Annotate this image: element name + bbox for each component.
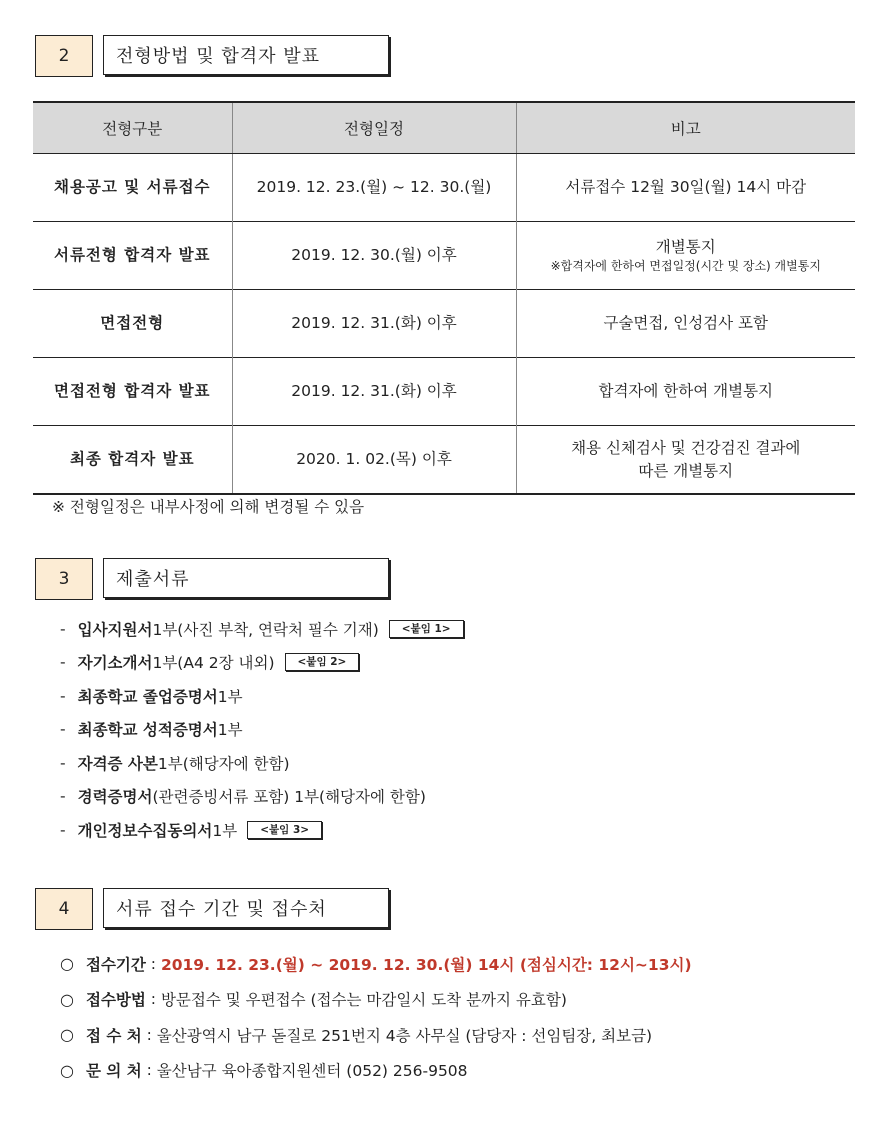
section-number: 4 <box>35 888 93 930</box>
list-item <box>60 1017 692 1053</box>
list-item <box>60 780 464 814</box>
info-value: 방문접수 및 우편접수 (접수는 마감일시 도착 분까지 유효함) <box>160 991 567 1010</box>
category-cell: 최종 합격자 발표 <box>33 426 232 495</box>
note-text: 채용 신체검사 및 건강검진 결과에 <box>571 439 801 458</box>
category-cell: 면접전형 합격자 발표 <box>33 358 232 426</box>
info-label: 접 수 처 <box>85 1026 142 1045</box>
list-item <box>60 612 464 646</box>
category-cell: 면접전형 <box>33 290 232 358</box>
category-cell: 채용공고 및 서류접수 <box>33 154 232 222</box>
list-item <box>60 946 692 982</box>
document-name: 자격증 사본 <box>77 754 158 773</box>
column-header: 비고 <box>516 102 855 154</box>
schedule-footnote: ※ 전형일정은 내부사정에 의해 변경될 수 있음 <box>52 498 365 516</box>
date-cell: 2019. 12. 23.(월) ~ 12. 30.(월) <box>232 154 516 222</box>
circle-bullet-icon: ○ <box>60 989 74 1009</box>
note-cell <box>516 222 855 290</box>
list-item <box>60 1053 692 1089</box>
date-cell: 2019. 12. 31.(화) 이후 <box>232 290 516 358</box>
date-cell: 2019. 12. 30.(월) 이후 <box>232 222 516 290</box>
document-detail: 1부(해당자에 한함) <box>157 754 290 773</box>
document-name: 경력증명서 <box>77 788 153 807</box>
list-item <box>60 679 464 713</box>
info-colon: : <box>141 1061 157 1080</box>
section-title: 서류 접수 기간 및 접수처 <box>103 888 389 928</box>
document-name: 최종학교 성적증명서 <box>77 721 218 740</box>
document-detail: 1부 <box>217 687 243 706</box>
document-name: 최종학교 졸업증명서 <box>77 687 218 706</box>
section-2-header <box>35 35 389 77</box>
circle-bullet-icon: ○ <box>60 954 74 974</box>
schedule-table <box>33 101 855 495</box>
attachment-tag: <붙임 1> <box>389 620 464 638</box>
info-value: 울산남구 육아종합지원센터 (052) 256-9508 <box>156 1062 468 1081</box>
column-header: 전형일정 <box>232 102 516 154</box>
category-cell: 서류전형 합격자 발표 <box>33 222 232 290</box>
document-name: 입사지원서 <box>77 620 153 639</box>
section-number: 2 <box>35 35 93 77</box>
document-detail: 1부(사진 부착, 연락처 필수 기재) <box>152 620 379 639</box>
info-colon: : <box>141 1025 157 1044</box>
note-text: 구술면접, 인성검사 포함 <box>603 314 768 333</box>
column-header: 전형구분 <box>33 102 232 154</box>
required-documents-list <box>60 612 464 847</box>
table-row <box>33 358 855 426</box>
info-colon: : <box>145 990 161 1009</box>
note-text: 합격자에 한하여 개별통지 <box>598 382 774 401</box>
document-name: 자기소개서 <box>77 654 153 673</box>
document-detail: (관련증빙서류 포함) 1부(해당자에 한함) <box>152 788 426 807</box>
note-cell <box>516 290 855 358</box>
circle-bullet-icon: ○ <box>60 1060 74 1080</box>
note-subtext: ※합격자에 한하여 면접일정(시간 및 장소) 개별통지 <box>550 259 821 274</box>
list-item <box>60 646 464 680</box>
document-name: 개인정보수집동의서 <box>77 821 213 840</box>
attachment-tag: <붙임 3> <box>247 821 322 839</box>
table-row <box>33 154 855 222</box>
info-value: 2019. 12. 23.(월) ~ 2019. 12. 30.(월) 14시 (점심시간: 12시~13시) <box>160 955 692 974</box>
section-4-header <box>35 888 389 930</box>
info-label: 접수기간 <box>85 955 146 974</box>
dash-bullet: - <box>60 720 66 739</box>
submission-info-list <box>60 946 692 1088</box>
note-cell <box>516 426 855 495</box>
section-number: 3 <box>35 558 93 600</box>
info-label: 문 의 처 <box>85 1062 142 1081</box>
dash-bullet: - <box>60 820 66 839</box>
list-item <box>60 713 464 747</box>
note-text: 개별통지 <box>655 237 716 256</box>
list-item <box>60 746 464 780</box>
info-label: 접수방법 <box>85 991 146 1010</box>
document-detail: 1부 <box>217 721 243 740</box>
note-cell <box>516 358 855 426</box>
date-cell: 2019. 12. 31.(화) 이후 <box>232 358 516 426</box>
dash-bullet: - <box>60 753 66 772</box>
section-3-header <box>35 558 389 600</box>
list-item <box>60 982 692 1018</box>
info-colon: : <box>145 954 161 973</box>
table-header-row <box>33 102 855 154</box>
section-title: 전형방법 및 합격자 발표 <box>103 35 389 75</box>
section-title: 제출서류 <box>103 558 389 598</box>
list-item <box>60 813 464 847</box>
note-cell <box>516 154 855 222</box>
dash-bullet: - <box>60 686 66 705</box>
note-text-2: 따른 개별통지 <box>638 461 734 480</box>
circle-bullet-icon: ○ <box>60 1025 74 1045</box>
document-detail: 1부(A4 2장 내외) <box>152 654 275 673</box>
dash-bullet: - <box>60 787 66 806</box>
table-row <box>33 426 855 495</box>
attachment-tag: <붙임 2> <box>285 653 360 671</box>
note-text: 서류접수 12월 30일(월) 14시 마감 <box>565 178 807 197</box>
document-detail: 1부 <box>212 821 238 840</box>
table-row <box>33 222 855 290</box>
dash-bullet: - <box>60 653 66 672</box>
dash-bullet: - <box>60 619 66 638</box>
date-cell: 2020. 1. 02.(목) 이후 <box>232 426 516 495</box>
table-row <box>33 290 855 358</box>
info-value: 울산광역시 남구 돋질로 251번지 4층 사무실 (담당자 : 선임팀장, 최보금) <box>156 1026 653 1045</box>
